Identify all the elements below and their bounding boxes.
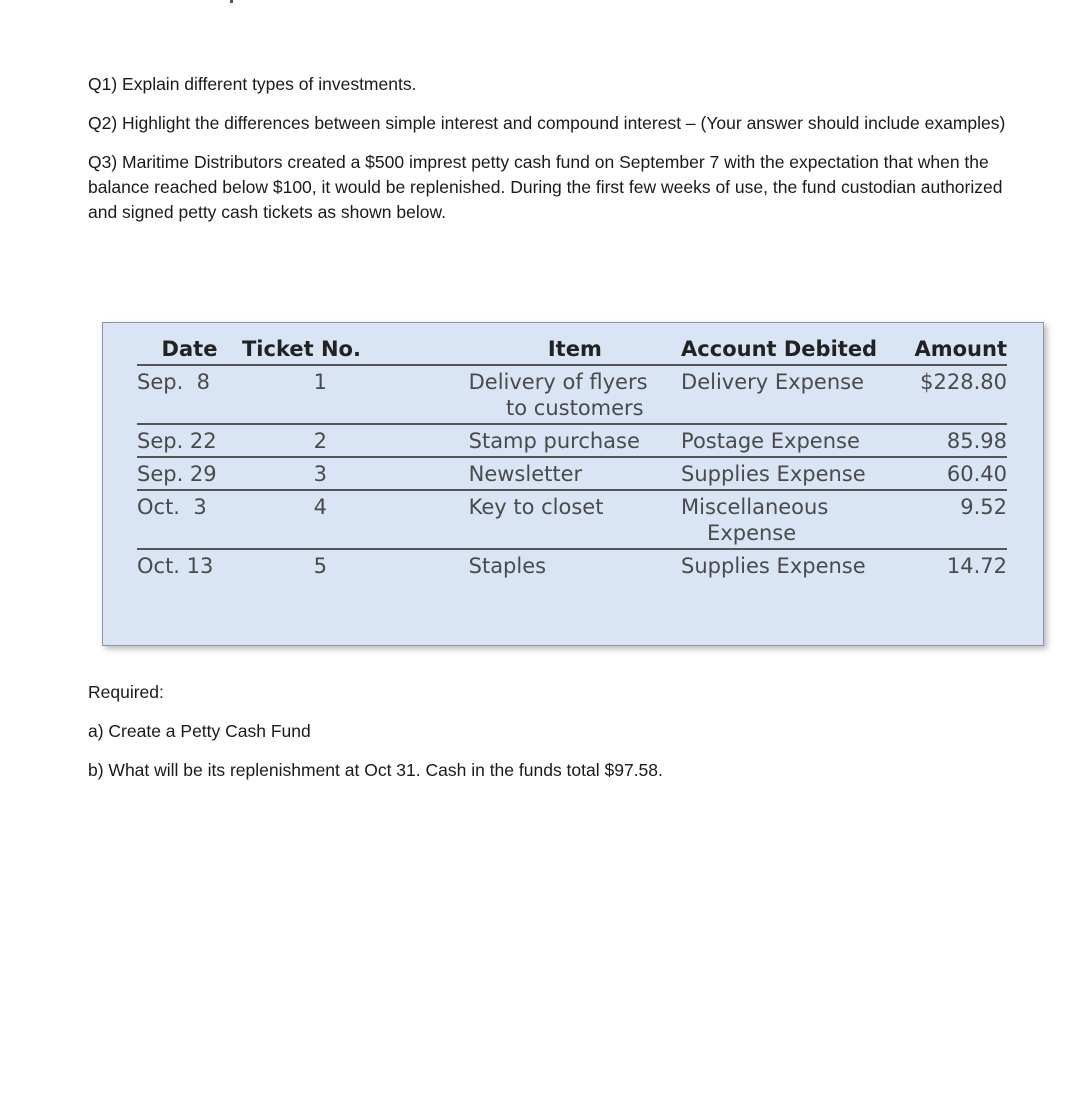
table-row <box>137 365 1007 424</box>
cell-item: Key to closet <box>469 490 681 549</box>
cell-account: Delivery Expense <box>681 365 907 424</box>
header-amount: Amount <box>907 335 1007 365</box>
cell-ticket: 2 <box>242 424 469 457</box>
question-3: Q3) Maritime Distributors created a $500 imprest petty cash fund on September 7 with the expectation that when the balance reached below $100, it would be replenished. During the first few weeks of use, the fund custodian authorized and signed petty cash tickets as shown below. <box>88 152 1003 222</box>
required-section <box>88 680 1028 797</box>
required-part-b: b) What will be its replenishment at Oct 31. Cash in the funds total $97.58. <box>88 760 663 780</box>
cell-account: Supplies Expense <box>681 457 907 490</box>
cell-date: Sep. 22 <box>137 424 242 457</box>
cell-amount: 14.72 <box>946 554 1007 578</box>
cell-date: Sep. 8 <box>137 365 242 424</box>
cell-amount: 60.40 <box>907 457 1007 490</box>
cell-item: Stamp purchase <box>469 424 681 457</box>
cell-item: Newsletter <box>469 457 681 490</box>
header-item: Item <box>469 335 681 365</box>
header-account-debited: Account Debited <box>681 335 907 365</box>
cell-date: Oct. 13 <box>137 554 214 578</box>
cell-ticket: 3 <box>242 457 469 490</box>
cell-item-line2: to customers <box>506 396 644 420</box>
required-part-a: a) Create a Petty Cash Fund <box>88 721 311 741</box>
question-2: Q2) Highlight the differences between simple interest and compound interest – (Your answer should include examples) <box>88 113 1006 133</box>
cell-account: Supplies Expense <box>681 554 866 578</box>
cell-amount: 85.98 <box>907 424 1007 457</box>
cell-account-line2: Expense <box>707 521 797 545</box>
cell-ticket: 5 <box>313 554 327 578</box>
petty-cash-tickets-table <box>137 335 1007 581</box>
petty-cash-table-panel <box>102 322 1044 646</box>
cell-item-line1: Delivery of flyers <box>468 370 648 394</box>
table-row <box>137 424 1007 457</box>
table-row <box>137 549 1007 581</box>
question-1: Q1) Explain different types of investments. <box>88 74 417 94</box>
cell-item <box>469 365 681 424</box>
question-section <box>88 72 1028 239</box>
cell-amount: $228.80 <box>907 365 1007 424</box>
cell-ticket: 1 <box>242 365 469 424</box>
cell-ticket: 4 <box>242 490 469 549</box>
cell-date: Oct. 3 <box>137 490 242 549</box>
cell-account-line1: Miscellaneous <box>681 495 829 519</box>
cell-item: Staples <box>468 554 547 578</box>
table-row <box>137 457 1007 490</box>
header-date: Date <box>137 335 242 365</box>
cell-amount: 9.52 <box>907 490 1007 549</box>
cell-account <box>681 490 907 549</box>
header-ticket-no: Ticket No. <box>242 335 469 365</box>
cell-date: Sep. 29 <box>137 457 242 490</box>
required-heading: Required: <box>88 682 164 702</box>
page-edge-mark <box>230 0 233 3</box>
table-row <box>137 490 1007 549</box>
table-header-row <box>137 335 1007 365</box>
cell-account: Postage Expense <box>681 424 907 457</box>
